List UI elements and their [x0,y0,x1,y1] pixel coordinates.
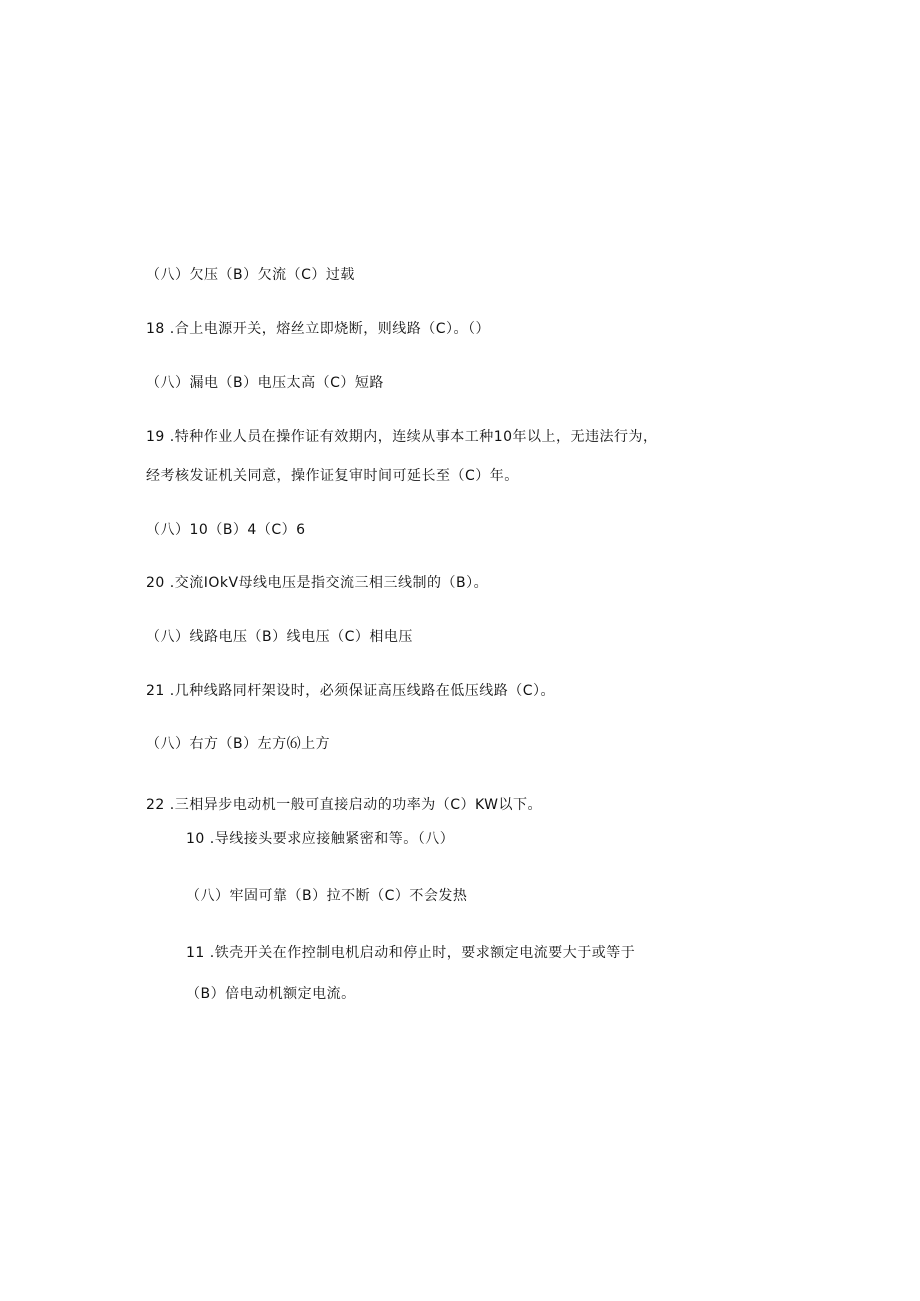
q19-question-line-1: 19 .特种作业人员在操作证有效期内，连续从事本工种10年以上，无违法行为， [146,429,658,445]
q11-question-line-2: （B）倍电动机额定电流。 [186,986,356,1002]
q10-options: （八）牢固可靠（B）拉不断（C）不会发热 [186,888,468,904]
q10-question: 10 .导线接头要求应接触紧密和等。（八） [186,831,455,847]
q21-question: 21 .几种线路同杆架设时，必须保证高压线路在低压线路（C）。 [146,683,555,699]
q17-options: （八）欠压（B）欠流（C）过载 [146,267,355,283]
q18-question: 18 .合上电源开关，熔丝立即烧断，则线路（C）。（） [146,321,490,337]
q18-options: （八）漏电（B）电压太高（C）短路 [146,375,384,391]
q19-options: （八）10（B）4（C）6 [146,522,306,538]
q22-question: 22 .三相异步电动机一般可直接启动的功率为（C）KW以下。 [146,797,543,813]
q19-question-line-2: 经考核发证机关同意，操作证复审时间可延长至（C）年。 [146,468,519,484]
q20-options: （八）线路电压（B）线电压（C）相电压 [146,629,413,645]
q11-question-line-1: 11 .铁壳开关在作控制电机启动和停止时，要求额定电流要大于或等于 [186,945,636,961]
q20-question: 20 .交流IOkV母线电压是指交流三相三线制的（B）。 [146,575,489,591]
q21-options: （八）右方（B）左方⑹上方 [146,736,331,752]
